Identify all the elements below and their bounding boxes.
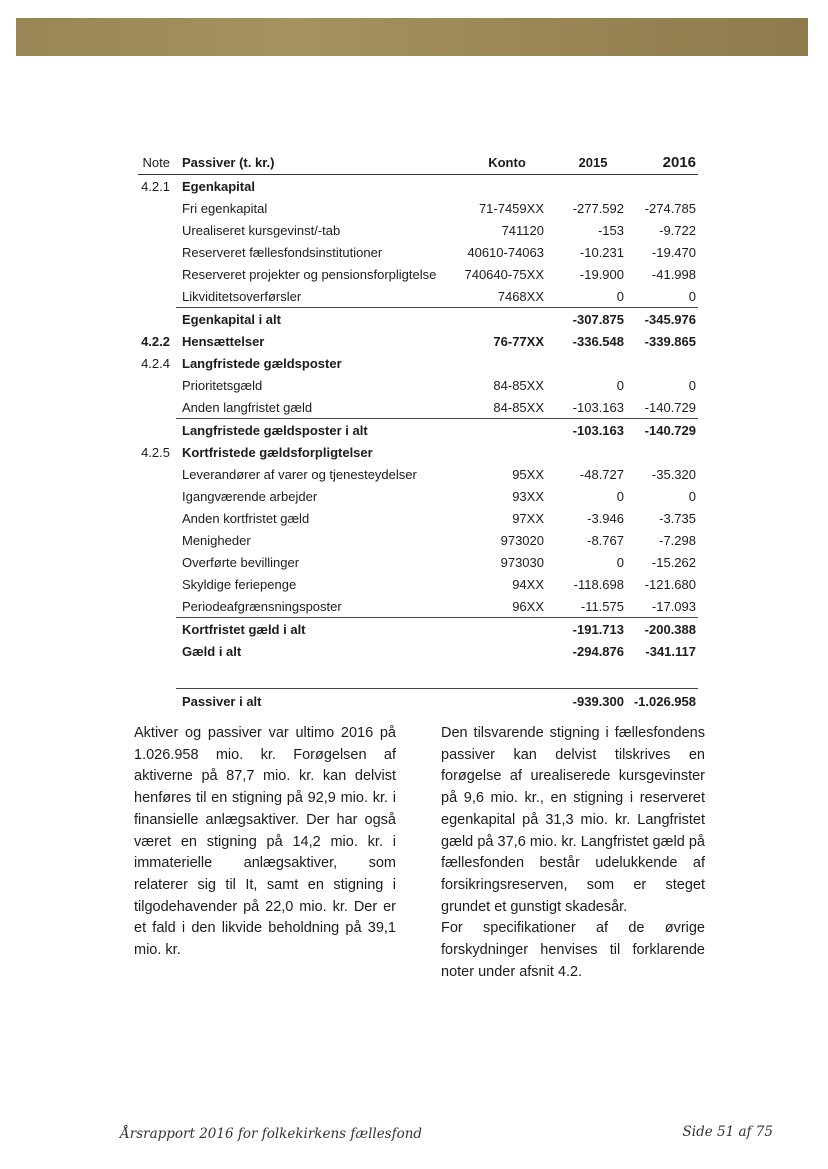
row-value-2015: [554, 662, 626, 689]
row-note: [138, 419, 176, 442]
row-value-2015: -118.698: [573, 576, 624, 592]
table-row: [138, 529, 698, 551]
table-row: [138, 618, 698, 641]
passiver-table-container: [138, 150, 698, 713]
table-row: [138, 285, 698, 308]
row-value-2016: -1.026.958: [626, 689, 698, 714]
row-label: Periodeafgrænsningsposter: [176, 595, 460, 618]
table-row: [138, 419, 698, 442]
row-label: Egenkapital: [182, 178, 255, 194]
row-value-2016: -7.298: [659, 532, 696, 548]
table-row: [138, 308, 698, 331]
row-value-2015: -939.300: [554, 689, 626, 714]
row-note: 4.2.4: [141, 355, 170, 371]
row-value-2015: -277.592: [572, 200, 624, 216]
passiver-table: [138, 150, 698, 713]
row-label: Urealiseret kursgevinst/-tab: [182, 222, 341, 238]
row-label: Leverandører af varer og tjenesteydelser: [182, 466, 417, 482]
row-label: Passiver i alt: [176, 689, 460, 714]
footer-page-number: Side 51 af 75: [682, 1124, 773, 1140]
row-value-2016: -140.729: [644, 422, 696, 438]
row-note: [138, 573, 176, 595]
footer-report-title: Årsrapport 2016 for folkekirkens fællesfond: [120, 1126, 423, 1142]
table-row: [138, 662, 698, 689]
row-value-2015: -3.946: [587, 510, 624, 526]
row-label: Egenkapital i alt: [182, 311, 281, 327]
table-row: [138, 241, 698, 263]
header-decorative-bar: [16, 18, 808, 56]
header-note: Note: [138, 150, 176, 175]
table-row: [138, 485, 698, 507]
row-value-2015: 0: [616, 488, 624, 504]
row-value-2015: -294.876: [572, 643, 624, 659]
row-value-2015: 0: [616, 377, 624, 393]
table-row: [138, 640, 698, 662]
header-konto: Konto: [460, 150, 554, 175]
row-label: Anden kortfristet gæld: [182, 510, 310, 526]
row-label: Langfristede gældsposter i alt: [182, 422, 368, 438]
row-note: [138, 285, 176, 308]
row-value-2016: -9.722: [659, 222, 696, 238]
right-paragraph-text-2: For specifikationer af de øvrige forskydninger henvises til forklarende noter under afsnit 4.2.: [441, 920, 705, 980]
row-note: [138, 396, 176, 419]
row-label: Anden langfristet gæld: [176, 396, 460, 419]
row-value-2015: [554, 441, 626, 463]
row-value-2015: -48.727: [579, 466, 624, 482]
row-konto: 741120: [501, 222, 544, 238]
table-row: [138, 463, 698, 485]
row-value-2016: -345.976: [644, 311, 696, 327]
table-row: [138, 263, 698, 285]
row-note: [138, 551, 176, 573]
row-note: [138, 529, 176, 551]
row-value-2016: [626, 662, 698, 689]
row-konto: [460, 689, 554, 714]
row-value-2016: -3.735: [659, 510, 696, 526]
row-label: Menigheder: [182, 532, 251, 548]
row-konto: 94XX: [512, 576, 544, 592]
row-konto: [460, 308, 554, 331]
row-konto: 95XX: [512, 466, 544, 482]
row-label: Skyldige feriepenge: [182, 576, 297, 592]
row-value-2015: -103.163: [572, 422, 624, 438]
table-row: [138, 374, 698, 396]
table-row: [138, 441, 698, 463]
row-value-2016: -17.093: [626, 595, 698, 618]
row-label: Kortfristede gældsforpligtelser: [182, 444, 373, 460]
passiver-table-body: [138, 150, 698, 713]
row-value-2015: [554, 175, 626, 198]
row-value-2016: [626, 175, 698, 198]
table-row: [138, 219, 698, 241]
row-value-2016: -41.998: [651, 266, 696, 282]
row-value-2016: 0: [688, 377, 696, 393]
row-label: Prioritetsgæld: [182, 377, 263, 393]
row-note: [138, 308, 176, 331]
row-note: [138, 618, 176, 641]
left-paragraph-text: Aktiver og passiver var ultimo 2016 på 1.026.958 mio. kr. Forøgelsen af aktiverne på 87,7 mio. kr. kan delvist henføres til en stigning på 92,9 mio. kr. i finansielle anlægsaktiver. Der har også været en stigning på 14,2 mio. kr. i immaterielle anlægsaktiver, som relaterer sig til It, samt en stigning i tilgodehavender på 22,0 mio. kr. Der er et fald i den likvide beholdning på 39,1 mio. kr.: [134, 725, 396, 959]
row-konto: 96XX: [460, 595, 554, 618]
row-note: [138, 219, 176, 241]
row-note: [138, 689, 176, 714]
row-label: Hensættelser: [182, 333, 265, 349]
row-label: Likviditetsoverførsler: [176, 285, 460, 308]
table-row: [138, 507, 698, 529]
row-note: [138, 595, 176, 618]
row-label: Reserveret fællesfondsinstitutioner: [182, 244, 383, 260]
row-value-2015: -336.548: [572, 333, 624, 349]
row-value-2016: -200.388: [644, 621, 696, 637]
row-note: [138, 263, 176, 285]
row-note: 4.2.1: [141, 178, 170, 194]
row-note: [138, 485, 176, 507]
row-value-2016: -339.865: [644, 333, 696, 349]
row-value-2015: 0: [616, 554, 624, 570]
right-paragraph: [441, 723, 705, 983]
row-label: Fri egenkapital: [182, 200, 268, 216]
table-row: [138, 551, 698, 573]
table-header-row: [138, 150, 698, 175]
row-value-2015: -10.231: [579, 244, 624, 260]
row-value-2016: -19.470: [651, 244, 696, 260]
table-row: [138, 595, 698, 618]
row-label: [176, 662, 460, 689]
table-row: [138, 175, 698, 198]
row-konto: 7468XX: [460, 285, 554, 308]
row-note: [138, 662, 176, 689]
row-konto: 740640-75XX: [464, 266, 544, 282]
header-2015: 2015: [554, 150, 626, 175]
row-label: Kortfristet gæld i alt: [182, 621, 306, 637]
row-value-2015: [554, 352, 626, 374]
row-value-2015: -19.900: [579, 266, 624, 282]
row-value-2015: -8.767: [587, 532, 624, 548]
row-value-2015: -11.575: [554, 595, 626, 618]
table-row: [138, 689, 698, 714]
row-note: [138, 374, 176, 396]
row-note: [138, 640, 176, 662]
table-row: [138, 573, 698, 595]
row-value-2016: [626, 352, 698, 374]
row-label: Langfristede gældsposter: [182, 355, 342, 371]
row-value-2016: -121.680: [644, 576, 696, 592]
row-konto: [460, 175, 554, 198]
row-value-2015: -153: [597, 222, 624, 238]
row-value-2016: -35.320: [651, 466, 696, 482]
row-label: Igangværende arbejder: [182, 488, 318, 504]
row-value-2015: -103.163: [554, 396, 626, 419]
row-note: 4.2.5: [141, 444, 170, 460]
right-paragraph-text-1: Den tilsvarende stigning i fællesfondens passiver kan delvist tilskrives en forøgelse af urealiserede kursgevinster på 9,6 mio. kr., en stigning i reserveret egenkapital på 31,3 mio. kr. Langfristet gæld på 37,6 mio. kr. Langfristet gæld på fællesfonden består udelukkende af forsikringsreserven, som er steget grundet et gunstigt skadesår.: [441, 725, 705, 915]
row-konto: [460, 618, 554, 641]
row-konto: 97XX: [512, 510, 544, 526]
row-konto: [460, 352, 554, 374]
row-konto: 84-85XX: [460, 396, 554, 419]
row-value-2015: 0: [554, 285, 626, 308]
row-konto: 973020: [500, 532, 544, 548]
row-konto: 71-7459XX: [478, 200, 544, 216]
row-konto: 84-85XX: [493, 377, 544, 393]
header-2016: 2016: [626, 150, 698, 175]
row-konto: [460, 441, 554, 463]
row-note: 4.2.2: [141, 333, 170, 349]
left-paragraph: [134, 723, 396, 962]
row-konto: 93XX: [512, 488, 544, 504]
table-row: [138, 330, 698, 352]
row-value-2015: -191.713: [572, 621, 624, 637]
row-label: Reserveret projekter og pensionsforpligtelse: [182, 266, 437, 282]
row-konto: [460, 640, 554, 662]
row-label: Overførte bevillinger: [182, 554, 300, 570]
row-value-2016: -274.785: [644, 200, 696, 216]
row-note: [138, 507, 176, 529]
row-note: [138, 197, 176, 219]
row-value-2016: [626, 441, 698, 463]
row-konto: 76-77XX: [493, 333, 544, 349]
row-value-2016: 0: [626, 285, 698, 308]
row-konto: 973030: [500, 554, 544, 570]
row-value-2016: -341.117: [645, 643, 696, 659]
row-konto: 40610-74063: [467, 244, 544, 260]
row-value-2016: -140.729: [626, 396, 698, 419]
row-note: [138, 463, 176, 485]
table-row: [138, 197, 698, 219]
row-value-2015: -307.875: [572, 311, 624, 327]
table-row: [138, 352, 698, 374]
row-value-2016: -15.262: [651, 554, 696, 570]
row-note: [138, 241, 176, 263]
row-value-2016: 0: [688, 488, 696, 504]
table-row: [138, 396, 698, 419]
row-konto: [460, 419, 554, 442]
header-label: Passiver (t. kr.): [176, 150, 460, 175]
row-konto: [460, 662, 554, 689]
row-label: Gæld i alt: [182, 643, 242, 659]
